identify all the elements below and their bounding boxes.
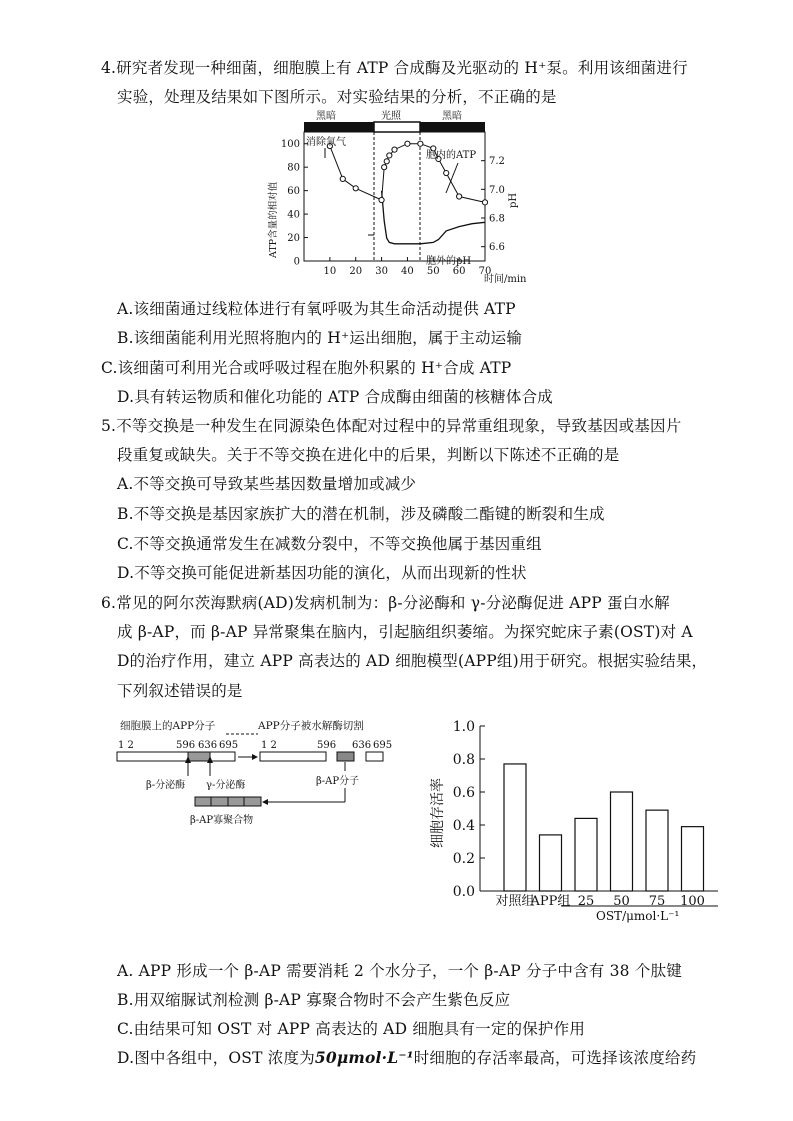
q4-option-a: A.该细菌通过线粒体进行有氧呼吸为其生命活动提供 ATP — [117, 300, 516, 318]
x-tick-label: 60 — [452, 266, 466, 277]
q4-stem-line2: 实验，处理及结果如下图所示。对实验结果的分析，不正确的是 — [117, 88, 557, 106]
phase-dark2-label: 黑暗 — [442, 111, 462, 122]
bar-category-label: APP组 — [530, 894, 571, 909]
survival-bar-chart — [418, 708, 734, 924]
x-tick-label: 10 — [323, 266, 337, 277]
bar — [682, 827, 704, 891]
beta-secretase-label: β-分泌酶 — [146, 780, 186, 791]
atp-data-point — [418, 141, 423, 146]
svg-text:636: 636 — [198, 740, 218, 751]
atp-data-point — [392, 147, 397, 152]
bar — [540, 835, 562, 891]
y-right-tick-label: 6.8 — [489, 213, 505, 225]
q6-option-d-post: 时细胞的存活率最高，可选择该浓度给药 — [413, 1049, 697, 1067]
q4-option-d: D.具有转运物质和催化功能的 ATP 合成酶由细菌的核糖体合成 — [117, 388, 553, 406]
atp-data-point — [444, 170, 449, 175]
beta-ap-molecule-label: β-AP分子 — [316, 776, 360, 787]
annot-remove-oxygen: 消除氧气 — [306, 137, 346, 148]
q6-option-d-math: 50μmol·L⁻¹ — [314, 1048, 414, 1067]
y-left-tick-label: 20 — [287, 233, 300, 245]
phase-dark1-label: 黑暗 — [316, 111, 336, 122]
q6-option-d — [117, 1046, 696, 1068]
bar-category-label: 100 — [680, 894, 705, 909]
bar-xlabel: OST/μmol·L⁻¹ — [596, 909, 680, 923]
bar — [611, 792, 633, 891]
q6-option-d-pre: D.图中各组中，OST 浓度为 — [117, 1049, 315, 1067]
bar-y-tick-label: 0.8 — [452, 752, 475, 768]
atp-data-point — [482, 200, 487, 205]
svg-text:636: 636 — [352, 740, 372, 751]
y-left-tick-label: 0 — [293, 256, 300, 268]
q6-option-a: A. APP 形成一个 β-AP 需要消耗 2 个水分子，一个 β-AP 分子中含有 38 个肽键 — [117, 962, 682, 980]
q5-option-d: D.不等交换可能促进新基因功能的演化，从而出现新的性状 — [117, 564, 527, 582]
y-right-tick-label: 7.0 — [489, 184, 505, 196]
atp-data-point — [353, 186, 358, 191]
q5-option-c: C.不等交换通常发生在减数分裂中，不等交换他属于基因重组 — [117, 535, 542, 553]
bar-y-tick-label: 0.2 — [452, 851, 475, 867]
q6-stem-line1: 6.常见的阿尔茨海默病(AD)发病机制为：β-分泌酶和 γ-分泌酶促进 APP 蛋白水解 — [101, 594, 670, 612]
bar — [646, 810, 668, 891]
svg-text:1 2: 1 2 — [261, 740, 277, 751]
atp-data-point — [387, 153, 392, 158]
q4-option-c: C.该细菌可利用光合或呼吸过程在胞外积累的 H⁺合成 ATP — [101, 359, 512, 377]
ylabel-left: ATP含量的相对值 — [268, 181, 279, 258]
diagram-title-right: APP分子被水解酶切割 — [258, 720, 364, 732]
xlabel: 时间/min — [484, 274, 527, 285]
bar-y-tick-label: 0.6 — [452, 785, 475, 801]
y-left-tick-label: 40 — [287, 209, 300, 221]
app-cleavage-diagram — [112, 716, 412, 836]
y-left-tick-label: 100 — [280, 139, 300, 151]
beta-ap-oligomer-label: β-AP寡聚合物 — [190, 815, 254, 826]
gamma-secretase-label: γ-分泌酶 — [206, 780, 246, 791]
q5-option-a: A.不等交换可导致某些基因数量增加或减少 — [117, 475, 417, 493]
bar-ylabel: 细胞存活率 — [430, 778, 446, 848]
atp-data-point — [340, 176, 345, 181]
atp-data-point — [457, 194, 462, 199]
ylabel-right: pH — [508, 192, 519, 208]
svg-text:596: 596 — [317, 740, 337, 751]
atp-data-point — [379, 197, 384, 202]
x-tick-label: 70 — [478, 266, 492, 277]
bar — [504, 764, 526, 891]
bar-category-label: 75 — [648, 894, 666, 909]
x-tick-label: 50 — [426, 266, 440, 277]
q5-stem-line2: 段重复或缺失。关于不等交换在进化中的后果，判断以下陈述不正确的是 — [117, 446, 620, 464]
q6-option-c: C.由结果可知 OST 对 APP 高表达的 AD 细胞具有一定的保护作用 — [117, 1020, 586, 1038]
q6-stem-line3: D的治疗作用，建立 APP 高表达的 AD 细胞模型(APP组)用于研究。根据实验结果， — [117, 652, 708, 670]
q4-stem-line1: 4.研究者发现一种细菌，细胞膜上有 ATP 合成酶及光驱动的 H⁺泵。利用该细菌进行 — [101, 59, 688, 77]
annot-ph: 胞外的pH — [426, 256, 472, 267]
x-tick-label: 20 — [349, 266, 363, 277]
q4-option-b: B.该细菌能利用光照将胞内的 H⁺运出细胞，属于主动运输 — [117, 329, 523, 347]
bar-y-tick-label: 1.0 — [452, 719, 475, 735]
svg-text:596: 596 — [176, 740, 196, 751]
svg-text:695: 695 — [219, 740, 239, 751]
q6-stem-line2: 成 β-AP，而 β-AP 异常聚集在脑内，引起脑组织萎缩。为探究蛇床子素(OST)对 A — [117, 623, 693, 641]
bar — [575, 818, 597, 891]
x-tick-label: 40 — [401, 266, 414, 277]
bar-category-label: 50 — [613, 894, 630, 909]
y-right-tick-label: 6.6 — [489, 242, 505, 254]
atp-data-point — [384, 159, 389, 164]
y-right-tick-label: 7.2 — [489, 156, 505, 168]
atp-data-point — [382, 165, 387, 170]
bar-category-label: 对照组 — [495, 894, 535, 909]
y-left-tick-label: 60 — [287, 186, 300, 198]
bar-y-tick-label: 0.4 — [452, 818, 475, 834]
atp-data-point — [405, 141, 410, 146]
svg-text:695: 695 — [373, 740, 393, 751]
bar-category-label: 25 — [577, 894, 595, 909]
annot-atp: 胞内的ATP — [426, 150, 477, 161]
x-tick-label: 30 — [375, 266, 388, 277]
q6-option-b: B.用双缩脲试剂检测 β-AP 寡聚合物时不会产生紫色反应 — [117, 991, 511, 1009]
bar-y-tick-label: 0.0 — [452, 884, 475, 900]
q5-option-b: B.不等交换是基因家族扩大的潜在机制，涉及磷酸二酯键的断裂和生成 — [117, 505, 605, 523]
q6-stem-line4: 下列叙述错误的是 — [117, 682, 243, 700]
q5-stem-line1: 5.不等交换是一种发生在同源染色体配对过程中的异常重组现象，导致基因或基因片 — [101, 417, 682, 435]
phase-light-label: 光照 — [381, 111, 401, 122]
y-left-tick-label: 80 — [287, 162, 300, 174]
diagram-title-left: 细胞膜上的APP分子 — [120, 720, 216, 732]
q4-atp-ph-chart — [258, 108, 538, 290]
svg-text:1 2: 1 2 — [118, 740, 134, 751]
